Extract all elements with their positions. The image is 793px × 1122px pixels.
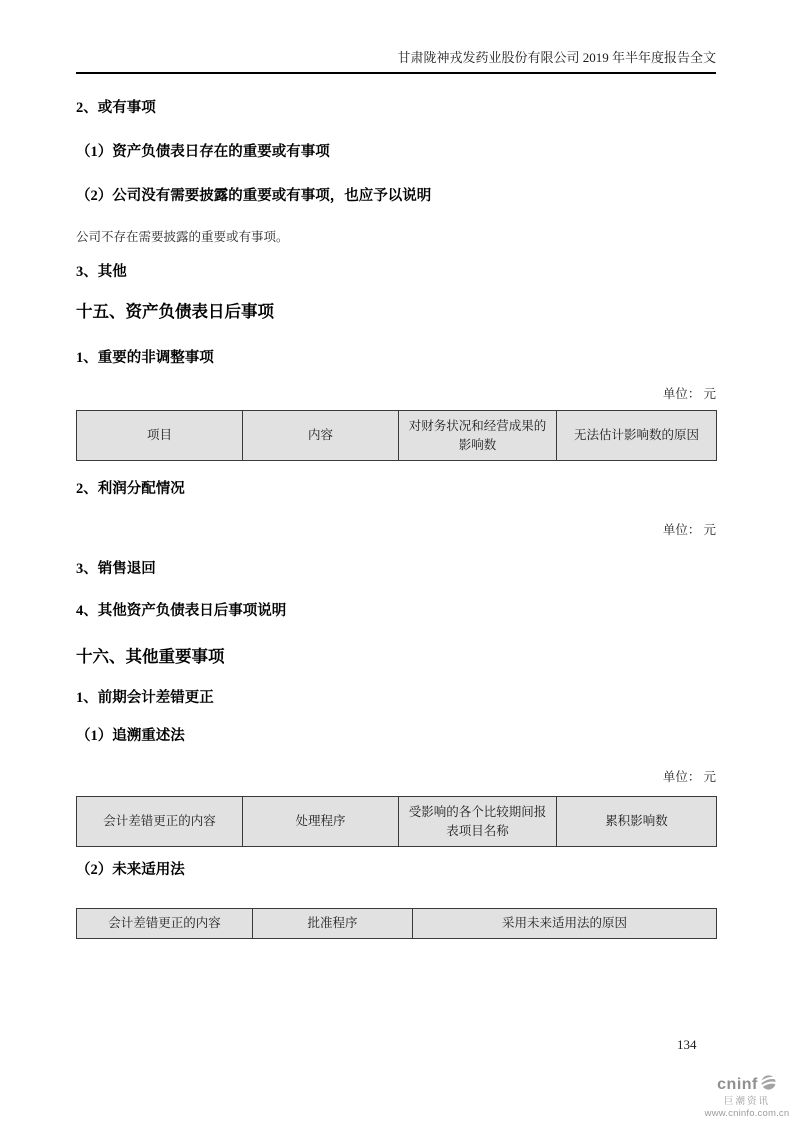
heading-contingencies-sub2: （2）公司没有需要披露的重要或有事项，也应予以说明 xyxy=(76,188,432,204)
heading-profit-distribution: 2、利润分配情况 xyxy=(76,481,185,497)
table-header-cell: 无法估计影响数的原因 xyxy=(557,411,717,461)
table-non-adjusting-events xyxy=(76,410,717,461)
table-header-row xyxy=(77,411,717,461)
table-header-cell: 累积影响数 xyxy=(557,797,717,847)
heading-non-adjusting-events: 1、重要的非调整事项 xyxy=(76,350,214,366)
table-header-cell: 会计差错更正的内容 xyxy=(77,909,253,939)
unit-label: 单位： 元 xyxy=(662,770,716,784)
table-header-cell: 采用未来适用法的原因 xyxy=(413,909,717,939)
table-header-cell: 处理程序 xyxy=(243,797,399,847)
heading-other-post-balance: 4、其他资产负债表日后事项说明 xyxy=(76,603,287,619)
cninfo-logo-subtitle: 巨潮资讯 xyxy=(723,1095,770,1107)
heading-contingencies-sub1: （1）资产负债表日存在的重要或有事项 xyxy=(76,144,330,160)
table-prospective-application xyxy=(76,908,717,939)
table-header-row xyxy=(77,797,717,847)
table-header-cell: 会计差错更正的内容 xyxy=(77,797,243,847)
table-retrospective-restatement xyxy=(76,796,717,847)
unit-label: 单位： 元 xyxy=(662,387,716,401)
heading-error-correction: 1、前期会计差错更正 xyxy=(76,690,214,706)
page-content xyxy=(76,0,716,939)
cninfo-logo-icon xyxy=(760,1074,777,1096)
page-number: 134 xyxy=(677,1037,697,1052)
heading-retrospective-method: （1）追溯重述法 xyxy=(76,728,185,744)
heading-other: 3、其他 xyxy=(76,264,127,280)
table-header-cell: 受影响的各个比较期间报表项目名称 xyxy=(399,797,557,847)
cninfo-logo-row xyxy=(704,1074,790,1096)
table-header-row xyxy=(77,909,717,939)
heading-prospective-method: （2）未来适用法 xyxy=(76,862,185,878)
heading-post-balance-sheet-events: 十五、资产负债表日后事项 xyxy=(76,302,274,321)
cninfo-logo-url: www.cninfo.com.cn xyxy=(704,1108,790,1120)
table-header-cell: 对财务状况和经营成果的影响数 xyxy=(399,411,557,461)
report-header xyxy=(76,0,716,74)
table-header-cell: 项目 xyxy=(77,411,243,461)
heading-contingencies: 2、或有事项 xyxy=(76,100,156,116)
heading-sales-returns: 3、销售退回 xyxy=(76,561,156,577)
cninfo-logo-text: cninf xyxy=(717,1076,758,1093)
contingencies-note: 公司不存在需要披露的重要或有事项。 xyxy=(76,230,289,244)
table-header-cell: 批准程序 xyxy=(253,909,413,939)
report-header-title: 甘肃陇神戎发药业股份有限公司 2019 年半年度报告全文 xyxy=(397,50,716,65)
cninfo-watermark xyxy=(704,1074,790,1119)
heading-other-important-matters: 十六、其他重要事项 xyxy=(76,647,225,666)
unit-label: 单位： 元 xyxy=(662,523,716,537)
table-header-cell: 内容 xyxy=(243,411,399,461)
